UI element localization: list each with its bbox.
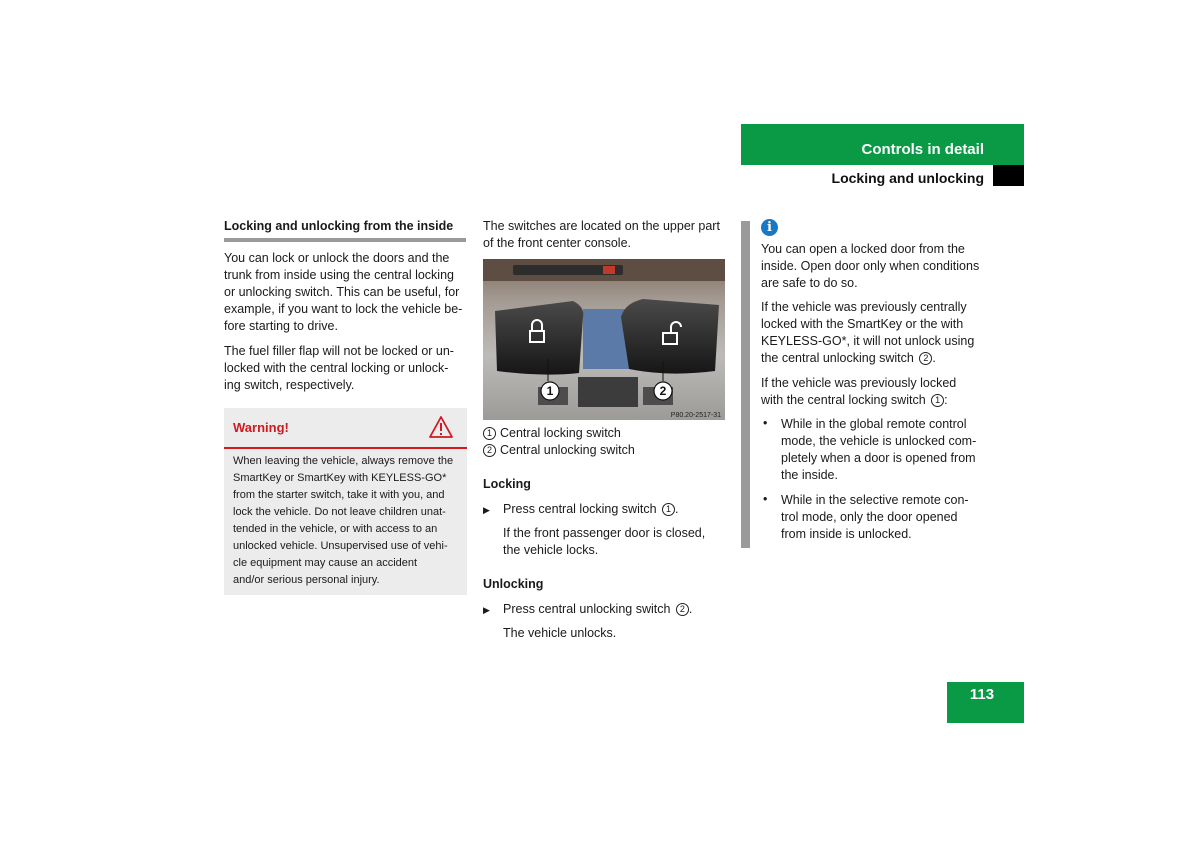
unlocking-heading: Unlocking — [483, 577, 544, 591]
bullet-dot-icon: • — [763, 492, 768, 506]
text-line: While in the selective remote con- — [781, 493, 969, 507]
text-line: trunk from inside using the central locking — [224, 268, 454, 282]
arrow-bullet-icon: ▶ — [483, 605, 490, 615]
photo-callout-2: 2 — [659, 384, 667, 398]
text-line: unlocked vehicle. Unsupervised use of vehi- — [233, 540, 448, 552]
info-paragraph-3: If the vehicle was previously locked with the central locking switch 1 : — [761, 375, 991, 409]
warning-text — [233, 453, 461, 589]
text-line: pletely when a door is opened from — [781, 451, 976, 465]
number-circle: 1 — [662, 503, 675, 516]
text-line: The switches are located on the upper part — [483, 219, 720, 233]
text-line: the central unlocking switch — [761, 351, 914, 365]
text-line: lock the vehicle. Do not leave children unat- — [233, 506, 446, 518]
number-circle: 2 — [483, 444, 496, 457]
middle-intro — [483, 218, 727, 252]
text-line: trol mode, only the door opened — [781, 510, 958, 524]
left-paragraph-1 — [224, 250, 468, 335]
bullet-dot-icon: • — [763, 416, 768, 430]
step-text: Press central unlocking switch — [503, 602, 671, 616]
unlocking-step: Press central unlocking switch 2 . — [503, 602, 693, 616]
text-line: ing switch, respectively. — [224, 378, 355, 392]
text-line: inside. Open door only when conditions — [761, 259, 980, 273]
text-line: If the vehicle was previously locked — [761, 376, 957, 390]
text-line: cle equipment may cause an accident — [233, 557, 418, 569]
legend-label: Central unlocking switch — [500, 443, 635, 457]
text-line: When leaving the vehicle, always remove the — [233, 455, 454, 467]
text-line: You can lock or unlock the doors and the — [224, 251, 450, 265]
text-line: with the central locking switch — [761, 393, 926, 407]
photo-code: P80.20-2517-31 — [670, 412, 721, 419]
center-console-photo — [483, 259, 725, 420]
text-line: The fuel filler flap will not be locked or un- — [224, 344, 454, 358]
text-line: If the vehicle was previously centrally — [761, 300, 967, 314]
info-sidebar-bar — [741, 221, 750, 548]
info-paragraph-2: If the vehicle was previously centrally locked with the SmartKey or the with KEYLESS-GO*, it will not unlock using the central unlocking switch 2 . — [761, 299, 991, 367]
legend-label: Central locking switch — [500, 426, 621, 440]
text-line: the inside. — [781, 468, 838, 482]
text-line: from inside is unlocked. — [781, 527, 912, 541]
info-icon: i — [761, 219, 778, 236]
text-line: fore starting to drive. — [224, 319, 338, 333]
text-line: locked with the SmartKey or the with — [761, 317, 964, 331]
locking-heading: Locking — [483, 477, 531, 491]
locking-step: Press central locking switch 1 . — [503, 502, 679, 516]
header-marker — [993, 165, 1024, 186]
number-circle: 1 — [483, 427, 496, 440]
warning-triangle-icon — [428, 415, 454, 444]
text-line: example, if you want to lock the vehicle be- — [224, 302, 463, 316]
legend-item-1 — [483, 425, 727, 442]
locking-note — [503, 525, 727, 559]
left-paragraph-2 — [224, 343, 468, 394]
text-line: are safe to do so. — [761, 276, 858, 290]
text-line: from the starter switch, take it with you, and — [233, 489, 445, 501]
step-text: Press central locking switch — [503, 502, 657, 516]
section-heading: Locking and unlocking from the inside — [224, 219, 466, 242]
unlocking-note: The vehicle unlocks. — [503, 626, 617, 640]
text-line: KEYLESS-GO*, it will not unlock using — [761, 334, 975, 348]
text-line: locked with the central locking or unlock- — [224, 361, 449, 375]
info-paragraph-1 — [761, 241, 991, 292]
text-line: of the front center console. — [483, 236, 632, 250]
legend-item-2 — [483, 442, 727, 459]
text-line: If the front passenger door is closed, — [503, 526, 706, 540]
text-line: While in the global remote control — [781, 417, 967, 431]
text-line: tended in the vehicle, or with access to an — [233, 523, 438, 535]
info-bullet-1 — [781, 416, 993, 484]
arrow-bullet-icon: ▶ — [483, 505, 490, 515]
number-circle: 2 — [676, 603, 689, 616]
section-title: Controls in detail — [861, 141, 984, 158]
text-line: the vehicle locks. — [503, 543, 599, 557]
warning-title: Warning! — [233, 420, 289, 435]
photo-callout-1: 1 — [546, 384, 554, 398]
info-bullet-2 — [781, 492, 993, 543]
text-line: mode, the vehicle is unlocked com- — [781, 434, 977, 448]
text-line: or unlocking switch. This can be useful, for — [224, 285, 460, 299]
page-number: 113 — [969, 686, 995, 703]
text-line: SmartKey or SmartKey with KEYLESS-GO* — [233, 472, 447, 484]
text-line: You can open a locked door from the — [761, 242, 965, 256]
text-line: and/or serious personal injury. — [233, 574, 380, 586]
number-circle: 1 — [931, 394, 944, 407]
number-circle: 2 — [919, 352, 932, 365]
subsection-title: Locking and unlocking — [831, 170, 984, 186]
